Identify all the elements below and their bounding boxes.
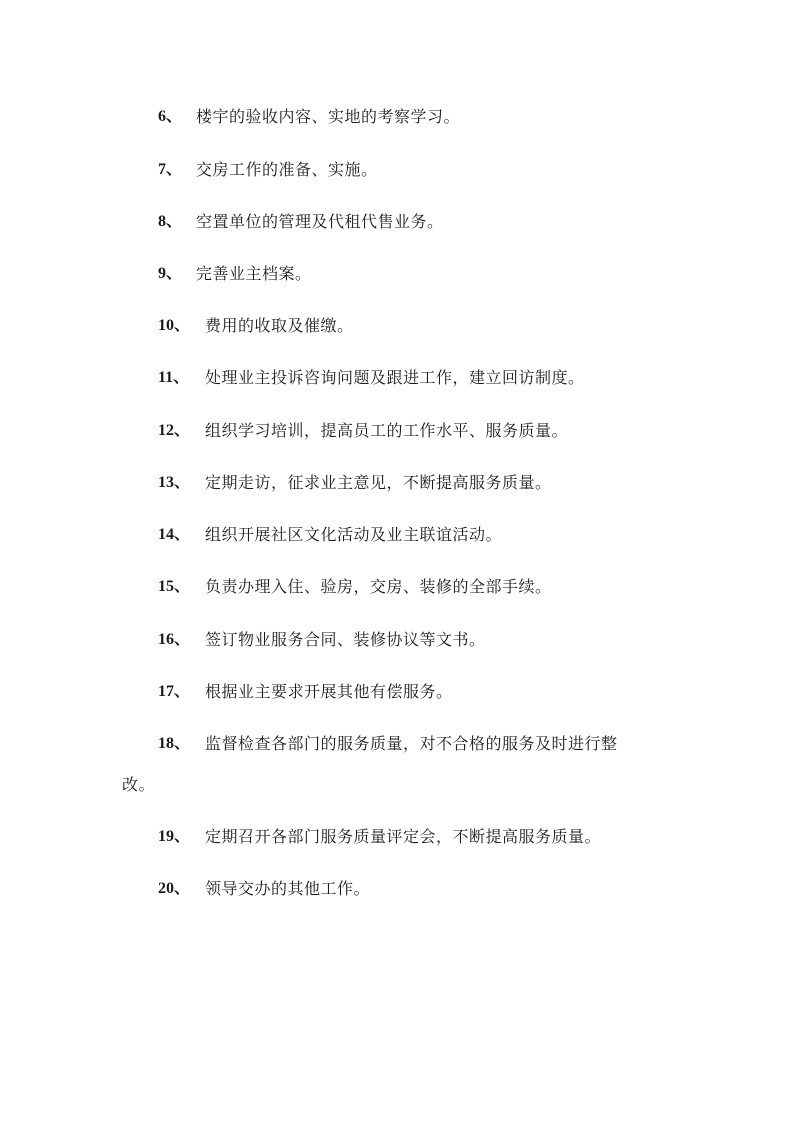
item-number: 15、: [158, 578, 191, 595]
item-text: 交房工作的准备、实施。: [196, 160, 378, 179]
item-text: 根据业主要求开展其他有偿服务。: [205, 682, 453, 701]
item-text: 空置单位的管理及代租代售业务。: [196, 212, 444, 231]
item-number: 16、: [158, 631, 191, 648]
item-number: 8、: [158, 213, 183, 230]
item-number: 11、: [158, 369, 190, 386]
item-number: 17、: [158, 683, 191, 700]
item-number: 18、: [158, 735, 191, 752]
item-number: 10、: [158, 317, 191, 334]
item-text: 处理业主投诉咨询问题及跟进工作，建立回访制度。: [205, 368, 585, 387]
item-text: 完善业主档案。: [196, 264, 312, 283]
item-number: 9、: [158, 265, 183, 282]
item-number: 13、: [158, 474, 191, 491]
item-text: 楼宇的验收内容、实地的考察学习。: [196, 107, 461, 126]
item-text: 定期召开各部门服务质量评定会，不断提高服务质量。: [205, 827, 602, 846]
item-text: 领导交办的其他工作。: [205, 879, 371, 898]
item-text: 签订物业服务合同、装修协议等文书。: [205, 630, 486, 649]
item-number: 12、: [158, 422, 191, 439]
item-number: 20、: [158, 880, 191, 897]
item-text: 费用的收取及催缴。: [205, 316, 354, 335]
item-text: 定期走访，征求业主意见，不断提高服务质量。: [205, 473, 552, 492]
item-text: 组织学习培训，提高员工的工作水平、服务质量。: [205, 421, 569, 440]
item-number: 7、: [158, 161, 183, 178]
item-text: 监督检查各部门的服务质量，对不合格的服务及时进行整: [205, 734, 618, 753]
item-number: 14、: [158, 526, 191, 543]
item-number: 19、: [158, 828, 191, 845]
item-number: 6、: [158, 108, 183, 125]
item-text: 组织开展社区文化活动及业主联谊活动。: [205, 525, 503, 544]
list-item-continuation: 改。: [122, 775, 156, 794]
item-text: 负责办理入住、验房，交房、装修的全部手续。: [205, 577, 552, 596]
